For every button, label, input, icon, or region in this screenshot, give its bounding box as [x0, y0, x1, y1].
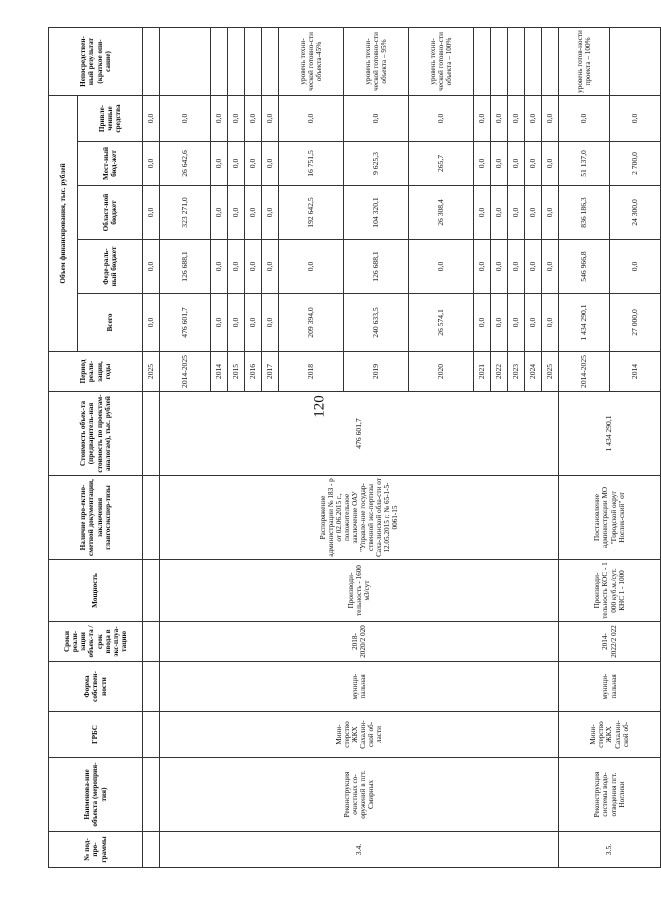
cell-total: 0,0: [143, 294, 160, 352]
cell-other: 0,0: [160, 95, 211, 141]
cell-federal: 0,0: [409, 240, 474, 294]
cell-other: 0,0: [409, 95, 474, 141]
cell-year: 2014: [211, 352, 228, 392]
cell-other: 0,0: [610, 95, 661, 141]
cell-regional: 0,0: [508, 186, 525, 240]
cell-result: уровень техни-ческой готовно-сти объекта – 100%: [409, 27, 474, 95]
cell-federal: 0,0: [279, 240, 344, 294]
cell-year: 2020: [409, 352, 474, 392]
obj35-grbs: Мини-стерство ЖКХ Сахалин-ской об-: [559, 712, 661, 758]
obj34-name: Реконструкция очистных со-оружений в пгт. Смирных: [160, 758, 559, 832]
cell-local: 9 625,3: [344, 142, 409, 186]
cell-regional: 24 300,0: [610, 186, 661, 240]
obj35-num: 3.5.: [559, 832, 661, 868]
cell-local: 0,0: [474, 142, 491, 186]
cell-regional: 0,0: [245, 186, 262, 240]
obj35-docs: Постановление администрации МО "Городской округ Ноглик-ский" от: [559, 476, 661, 560]
cell-total: 0,0: [508, 294, 525, 352]
cell-local: 0,0: [245, 142, 262, 186]
cell-federal: 0,0: [525, 240, 542, 294]
cell-regional: 323 271,0: [160, 186, 211, 240]
cell-year: 2014-2025: [559, 352, 610, 392]
cell-result: [610, 27, 661, 95]
cell-local: 2 700,0: [610, 142, 661, 186]
cell-other: 0,0: [559, 95, 610, 141]
table-row: [143, 27, 160, 867]
cell-total: 0,0: [228, 294, 245, 352]
obj34-grbs: Мини-стерство ЖКХ Сахалин-ской об-ласти: [160, 712, 559, 758]
header-federal: Феде-раль-ный бюджет: [78, 240, 143, 294]
page-number: 120: [311, 395, 328, 418]
cell-total: 0,0: [542, 294, 559, 352]
cell-year: 2014-2025: [160, 352, 211, 392]
cell-other: 0,0: [474, 95, 491, 141]
cell-local: 0,0: [508, 142, 525, 186]
cell-year: 2025: [143, 352, 160, 392]
obj34-docs: Распоряжение администрации № 183 - р от 02.06.2015 г., положительное заключение ОАУ "Управле-ние государ-ственной экс-пертизы Саха-линской обла-сти от 12.05.2015 г. № 65-1-5-0061-15: [160, 476, 559, 560]
obj34-terms: 2018-2020/2 020: [160, 622, 559, 662]
cell-other: 0,0: [344, 95, 409, 141]
cell-local: 51 137,0: [559, 142, 610, 186]
cell-year: 2019: [344, 352, 409, 392]
header-capacity: Мощность: [49, 560, 143, 622]
cell-total: 1 434 290,1: [559, 294, 610, 352]
cell-total: 209 394,0: [279, 294, 344, 352]
cell-federal: 0,0: [610, 240, 661, 294]
cell-federal: 0,0: [491, 240, 508, 294]
header-cost: Стоимость объек-та (предваритель-ная стоимость по проектам-аналогам), тыс. рублей: [49, 392, 143, 476]
cell-result: [474, 27, 491, 95]
cell-total: 0,0: [474, 294, 491, 352]
header-period: Период реали-зации, годы: [49, 352, 143, 392]
cell-federal: 546 966,8: [559, 240, 610, 294]
cell-result: [143, 27, 160, 95]
cell-total: 26 574,1: [409, 294, 474, 352]
cell-total: 0,0: [525, 294, 542, 352]
cell-year: 2015: [228, 352, 245, 392]
header-name: Наименова-ние объекта (мероприя-тия): [49, 758, 143, 832]
cell-regional: 0,0: [491, 186, 508, 240]
header-regional: Област-ной бюджет: [78, 186, 143, 240]
cell-other: 0,0: [211, 95, 228, 141]
cell-year: 2025: [542, 352, 559, 392]
header-docs: Наличие про-ектно-сметной документации, заключения главгосэкспер-тизы: [49, 476, 143, 560]
cell-federal: 126 688,1: [344, 240, 409, 294]
cell-local: 0,0: [228, 142, 245, 186]
cell-total: 0,0: [211, 294, 228, 352]
table-row: [559, 27, 610, 867]
cell-regional: 0,0: [542, 186, 559, 240]
cell-local: 0,0: [491, 142, 508, 186]
obj35-terms: 2014-2022/2 022: [559, 622, 661, 662]
cell-regional: 0,0: [228, 186, 245, 240]
cell-other: 0,0: [542, 95, 559, 141]
header-terms: Сроки реали-зации объек-та / срок ввода в экс-плуа-тацию: [49, 622, 143, 662]
obj35-ownership: муници-пальная: [559, 662, 661, 712]
cell-other: 0,0: [143, 95, 160, 141]
cell-other: 0,0: [525, 95, 542, 141]
cell-local: 0,0: [525, 142, 542, 186]
table-row: [160, 27, 211, 867]
cell-federal: 0,0: [228, 240, 245, 294]
cell-result: уровень готов-ности проекта – 100%: [559, 27, 610, 95]
cell-regional: 0,0: [525, 186, 542, 240]
cell-total: 27 000,0: [610, 294, 661, 352]
cell-result: [211, 27, 228, 95]
cell-year: 2023: [508, 352, 525, 392]
cell-other: 0,0: [228, 95, 245, 141]
cell-result: [508, 27, 525, 95]
cell-local: 0,0: [211, 142, 228, 186]
cell-federal: 0,0: [245, 240, 262, 294]
cell-year: 2021: [474, 352, 491, 392]
obj34-cost: 476 601,7: [160, 392, 559, 476]
obj35-name: Реконструкция системы водо-отведения пгт. Ноглики: [559, 758, 661, 832]
cell-local: 0,0: [542, 142, 559, 186]
cell-year: 2016: [245, 352, 262, 392]
cell-local: 0,0: [143, 142, 160, 186]
cell-year: 2022: [491, 352, 508, 392]
cell-federal: 0,0: [474, 240, 491, 294]
cell-result: уровень техни-ческой готовно-сти объекта-45%: [279, 27, 344, 95]
header-other: Привле-ченные средства: [78, 95, 143, 141]
cell-total: 476 601,7: [160, 294, 211, 352]
cell-regional: 0,0: [262, 186, 279, 240]
cell-regional: 836 186,3: [559, 186, 610, 240]
cell-year: 2018: [279, 352, 344, 392]
cell-local: 16 751,5: [279, 142, 344, 186]
financing-table: [48, 27, 661, 868]
cell-regional: 0,0: [474, 186, 491, 240]
cell-federal: 0,0: [508, 240, 525, 294]
cell-total: 0,0: [262, 294, 279, 352]
cell-result: [491, 27, 508, 95]
cell-result: [228, 27, 245, 95]
cell-other: 0,0: [262, 95, 279, 141]
cell-other: 0,0: [279, 95, 344, 141]
cell-result: уровень техни-ческой готовно-сти объекта – 95%: [344, 27, 409, 95]
financing-table-sheet: [48, 28, 639, 868]
cell-local: 265,7: [409, 142, 474, 186]
header-ownership: Форма собствен-ности: [49, 662, 143, 712]
cell-total: 0,0: [245, 294, 262, 352]
cell-other: 0,0: [491, 95, 508, 141]
cell-regional: 104 320,1: [344, 186, 409, 240]
cell-result: [245, 27, 262, 95]
cell-regional: 0,0: [211, 186, 228, 240]
obj35-cost: 1 434 290,1: [559, 392, 661, 476]
cell-local: 26 642,6: [160, 142, 211, 186]
header-total: Всего: [78, 294, 143, 352]
header-grbs: ГРБС: [49, 712, 143, 758]
cell-year: 2017: [262, 352, 279, 392]
cell-result: [262, 27, 279, 95]
header-financing: Объем финансирования, тыс. рублей: [49, 95, 78, 351]
cell-federal: 0,0: [211, 240, 228, 294]
obj34-ownership: муници-пальная: [160, 662, 559, 712]
header-num: № под-про-граммы: [49, 832, 143, 868]
cell-regional: 192 642,5: [279, 186, 344, 240]
header-result: Непосредствен-ный результат (краткое опи-сание): [49, 27, 143, 95]
header-local: Мест-ный бюд-жет: [78, 142, 143, 186]
cell-year: 2014: [610, 352, 661, 392]
cell-local: 0,0: [262, 142, 279, 186]
cell-total: 240 633,5: [344, 294, 409, 352]
cell-federal: 0,0: [542, 240, 559, 294]
obj34-num: 3.4.: [160, 832, 559, 868]
cell-result: [542, 27, 559, 95]
cell-result: [160, 27, 211, 95]
cell-federal: 0,0: [143, 240, 160, 294]
cell-year: 2024: [525, 352, 542, 392]
cell-other: 0,0: [245, 95, 262, 141]
obj34-capacity: Производи-тельность - 1600 м3/сут: [160, 560, 559, 622]
cell-regional: 0,0: [143, 186, 160, 240]
obj35-capacity: Производи-тельность КОС - 1 000 куб.м./сут. КНС 1 - 1000: [559, 560, 661, 622]
cell-total: 0,0: [491, 294, 508, 352]
cell-federal: 0,0: [262, 240, 279, 294]
cell-result: [525, 27, 542, 95]
cell-federal: 126 688,1: [160, 240, 211, 294]
cell-other: 0,0: [508, 95, 525, 141]
cell-regional: 26 308,4: [409, 186, 474, 240]
